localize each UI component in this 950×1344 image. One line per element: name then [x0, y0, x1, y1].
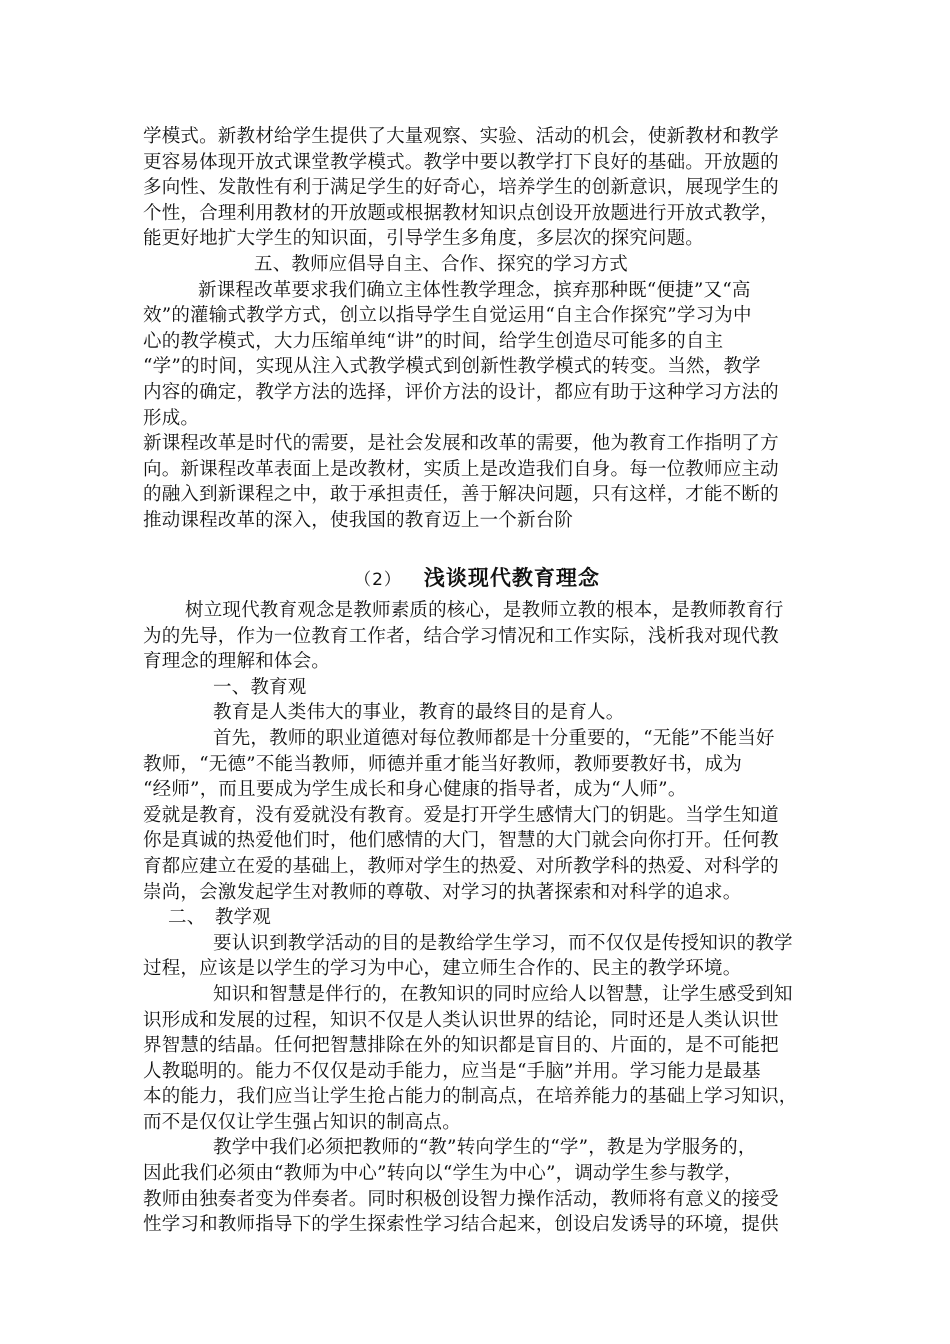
text-line: 内容的确定，教学方法的选择，评价方法的设计，都应有助于这种学习方法的: [143, 381, 779, 403]
subsection-heading: 一、教育观: [213, 676, 307, 698]
text-line: 而不是仅仅让学生强占知识的制高点。: [143, 1111, 461, 1133]
text-line: 向。新课程改革表面上是改教材，实质上是改造我们自身。每一位教师应主动: [143, 458, 779, 480]
text-line: 育都应建立在爱的基础上，教师对学生的热爱、对所教学科的热爱、对科学的: [143, 855, 779, 877]
text-line: 教师由独奏者变为伴奏者。同时积极创设智力操作活动，教师将有意义的接受: [143, 1188, 779, 1210]
text-line: 人教聪明的。能力不仅仅是动手能力，应当是“手脑”并用。学习能力是最基: [143, 1060, 761, 1082]
text-line: 教学中我们必须把教师的“教”转向学生的“学”，教是为学服务的，: [213, 1137, 757, 1159]
text-line: “学”的时间，实现从注入式教学模式到创新性教学模式的转变。当然，教学: [143, 356, 761, 378]
section-title: [143, 562, 811, 592]
text-line: 教育是人类伟大的事业，教育的最终目的是育人。: [213, 702, 625, 724]
section-1-body: [143, 124, 811, 534]
text-line: 能更好地扩大学生的知识面，引导学生多角度，多层次的探究问题。: [143, 228, 705, 250]
text-line: 教师，“无德”不能当教师，师德并重才能当好教师，教师要教好书，成为: [143, 753, 743, 775]
text-line: 崇尚，会激发起学生对教师的尊敬、对学习的执著探索和对科学的追求。: [143, 881, 742, 903]
text-line: 推动课程改革的深入，使我国的教育迈上一个新台阶: [143, 509, 574, 531]
text-line: 多向性、发散性有利于满足学生的好奇心，培养学生的创新意识，展现学生的: [143, 177, 779, 199]
text-line: 知识和智慧是伴行的，在教知识的同时应给人以智慧，让学生感受到知: [213, 983, 793, 1005]
subsection-heading: 二、 教学观: [168, 907, 271, 929]
text-line: 本的能力，我们应当让学生抢占能力的制高点，在培养能力的基础上学习知识，: [143, 1086, 798, 1108]
text-line: 性学习和教师指导下的学生探索性学习结合起来，创设启发诱导的环境，提供: [143, 1214, 779, 1236]
text-line: 界智慧的结晶。任何把智慧排除在外的知识都是盲目的、片面的，是不可能把: [143, 1035, 779, 1057]
text-line: 识形成和发展的过程，知识不仅是人类认识世界的结论，同时还是人类认识世: [143, 1009, 779, 1031]
text-line: 爱就是教育，没有爱就没有教育。爱是打开学生感情大门的钥匙。当学生知道: [143, 804, 779, 826]
text-line: 心的教学模式，大力压缩单纯“讲”的时间，给学生创造尽可能多的自主: [143, 330, 724, 352]
text-line: 效”的灌输式教学方式，创立以指导学生自觉运用“自主合作探究”学习为中: [143, 305, 752, 327]
text-line: 过程，应该是以学生的学习为中心，建立师生合作的、民主的教学环境。: [143, 958, 742, 980]
text-line: 更容易体现开放式课堂教学模式。教学中要以教学打下良好的基础。开放题的: [143, 151, 779, 173]
text-line: 树立现代教育观念是教师素质的核心，是教师立教的根本，是教师教育行: [185, 600, 784, 621]
section-title-text: 浅谈现代教育理念: [423, 566, 600, 590]
text-line: 要认识到教学活动的目的是教给学生学习，而不仅仅是传授知识的教学: [213, 932, 793, 954]
text-line: 你是真诚的热爱他们时，他们感情的大门，智慧的大门就会向你打开。任何教: [143, 830, 779, 852]
text-line: 新课程改革是时代的需要，是社会发展和改革的需要，他为教育工作指明了方: [143, 433, 779, 455]
text-line: 形成。: [143, 407, 200, 429]
section-2-body: [143, 598, 811, 1238]
subsection-heading: 五、教师应倡导自主、合作、探究的学习方式: [254, 253, 629, 275]
text-line: 的融入到新课程之中，敢于承担责任，善于解决问题，只有这样，才能不断的: [143, 484, 779, 506]
text-line: 育理念的理解和体会。: [143, 651, 331, 673]
text-line: 为的先导，作为一位教育工作者，结合学习情况和工作实际，浅析我对现代教: [143, 625, 779, 647]
text-line: 学模式。新教材给学生提供了大量观察、实验、活动的机会，使新教材和教学: [143, 126, 779, 147]
text-line: 因此我们必须由“教师为中心”转向以“学生为中心”，调动学生参与教学，: [143, 1163, 743, 1185]
text-line: “经师”，而且要成为学生成长和身心健康的指导者，成为“人师”。: [143, 779, 687, 801]
section-number: （2）: [354, 570, 402, 590]
text-line: 新课程改革要求我们确立主体性教学理念，摈弃那种既“便捷”又“高: [198, 279, 751, 301]
text-line: 首先，教师的职业道德对每位教师都是十分重要的，“无能”不能当好: [213, 727, 775, 749]
text-line: 个性，合理利用教材的开放题或根据教材知识点创设开放题进行开放式教学，: [143, 202, 779, 224]
